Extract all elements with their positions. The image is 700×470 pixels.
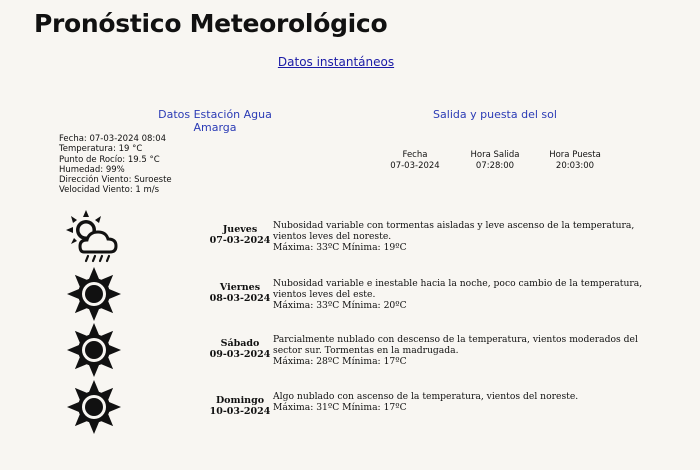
forecast-temps: Máxima: 31ºC Mínima: 17ºC (273, 402, 407, 414)
forecast-text: Nubosidad variable e inestable hacia la noche, poco cambio de la temperatura, vientos leves del este. (273, 278, 643, 301)
instant-data-link-wrap (0, 55, 672, 69)
forecast-text: Algo nublado con ascenso de la temperatura, vientos del noreste. (273, 391, 579, 402)
sun-date-col (380, 150, 450, 171)
station-humidity: Humedad: 99% (59, 164, 125, 175)
forecast-day-date: 09-03-2024 (209, 349, 271, 360)
forecast-row (60, 210, 660, 266)
sunrise-col (460, 150, 530, 171)
page-title: Pronóstico Meteorológico (34, 9, 388, 38)
station-wind-speed: Velocidad Viento: 1 m/s (59, 185, 160, 196)
station-dew-point: Punto de Rocío: 19.5 °C (59, 154, 160, 165)
forecast-day-date: 08-03-2024 (209, 293, 271, 304)
forecast-description (273, 220, 653, 254)
forecast-day-name: Domingo (215, 395, 265, 406)
sun-icon (64, 379, 124, 435)
station-temperature: Temperatura: 19 °C (59, 144, 143, 155)
station-heading: Datos Estación Agua Amarga (158, 108, 272, 134)
sun-date-label: Fecha (402, 150, 428, 160)
sun-icon (64, 266, 124, 322)
station-date: Fecha: 07-03-2024 08:04 (59, 134, 167, 144)
sunset-label: Hora Puesta (549, 150, 601, 160)
forecast-text: Parcialmente nublado con descenso de la temperatura, vientos moderados del sector sur. Tormentas en la madrugada. (273, 334, 638, 357)
forecast-day-name: Sábado (220, 338, 260, 349)
forecast-row (60, 324, 660, 380)
sunset-value: 20:03:00 (555, 160, 595, 171)
sun-table (380, 150, 610, 171)
forecast-day-name: Jueves (222, 224, 258, 235)
forecast-day-name: Viernes (219, 282, 261, 293)
forecast-text: Nubosidad variable con tormentas aisladas y leve ascenso de la temperatura, vientos leves del noreste. (273, 220, 635, 243)
sun-heading: Salida y puesta del sol (433, 108, 557, 121)
forecast-day-date: 10-03-2024 (209, 406, 271, 417)
station-data (59, 134, 172, 196)
sunrise-label: Hora Salida (470, 150, 520, 160)
sunrise-value: 07:28:00 (475, 160, 515, 171)
forecast-description (273, 334, 653, 368)
instant-data-link[interactable]: Datos instantáneos (277, 55, 395, 69)
forecast-row (60, 381, 660, 437)
sun-date-value: 07-03-2024 (390, 160, 440, 171)
sunset-col (540, 150, 610, 171)
forecast-temps: Máxima: 33ºC Mínima: 20ºC (273, 300, 407, 312)
forecast-row (60, 268, 660, 324)
station-wind-direction: Dirección Viento: Suroeste (59, 175, 172, 186)
sun-icon (64, 322, 124, 378)
forecast-temps: Máxima: 33ºC Mínima: 19ºC (273, 242, 407, 254)
forecast-description (273, 278, 653, 312)
forecast-description (273, 391, 653, 413)
forecast-day-date: 07-03-2024 (209, 235, 271, 246)
sun-rain-cloud-icon (64, 208, 124, 264)
forecast-temps: Máxima: 28ºC Mínima: 17ºC (273, 356, 407, 368)
